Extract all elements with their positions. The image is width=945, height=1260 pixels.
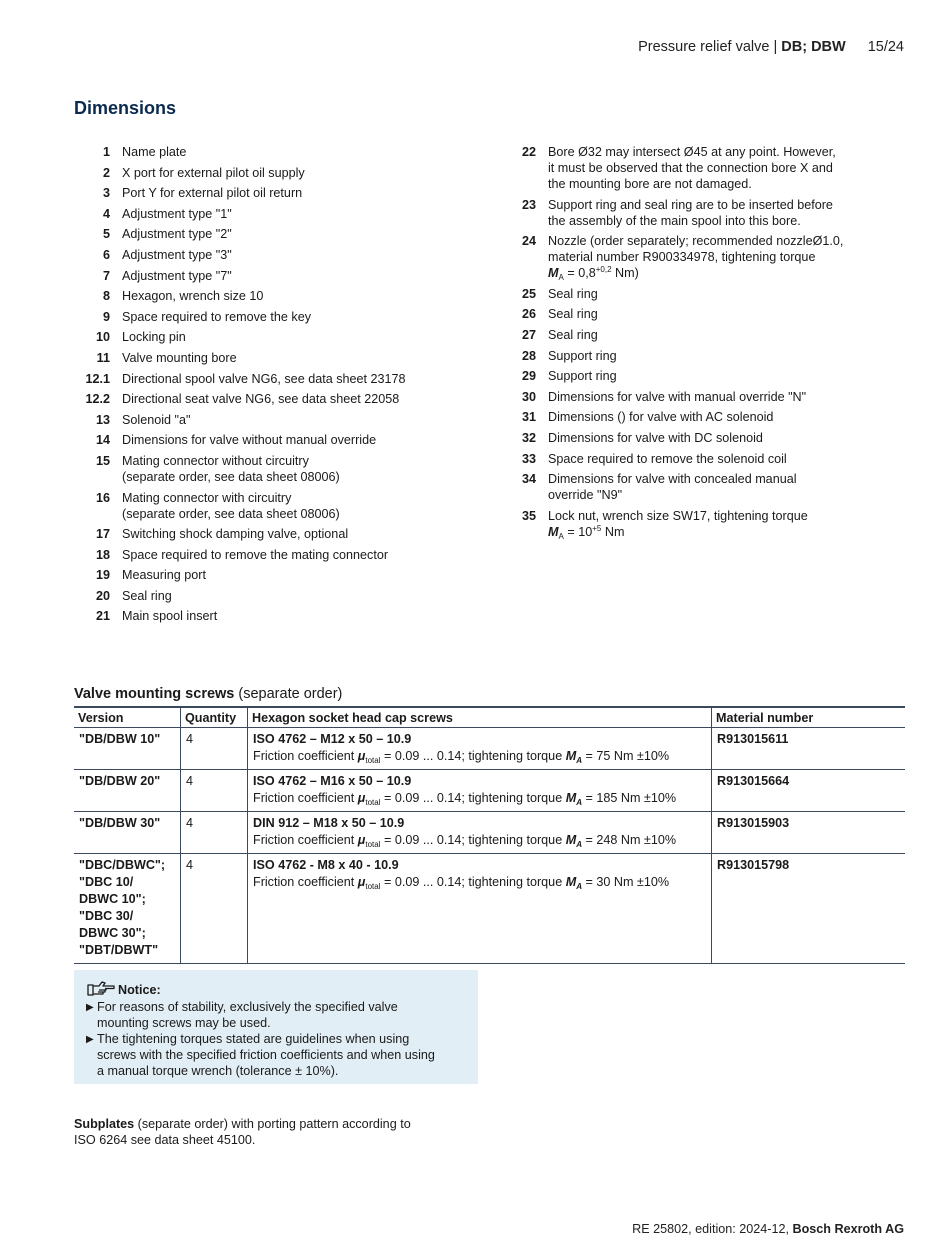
torque-unit: Nm xyxy=(601,524,625,539)
legend-num: 18 xyxy=(95,547,110,562)
version-line: "DBT/DBWT" xyxy=(79,943,159,957)
legend-text xyxy=(122,309,474,325)
legend-line: Adjustment type "1" xyxy=(122,206,232,221)
legend-item xyxy=(74,247,474,263)
legend-text xyxy=(548,197,870,229)
torque-symbol: M xyxy=(565,791,577,805)
table-row xyxy=(74,728,905,770)
legend-line: Switching shock damping valve, optional xyxy=(122,527,349,542)
notice-bullet xyxy=(86,999,466,1031)
legend-num: 33 xyxy=(521,451,536,466)
material-cell: R913015664 xyxy=(712,770,906,812)
legend-item xyxy=(74,453,474,485)
quantity-cell: 4 xyxy=(181,770,248,812)
legend-num: 19 xyxy=(95,568,110,583)
legend-item xyxy=(500,368,870,384)
page-number: 15/24 xyxy=(867,39,904,55)
subplates-note xyxy=(74,1116,411,1148)
legend-text xyxy=(122,350,474,366)
legend-num: 17 xyxy=(95,527,110,542)
legend-num: 8 xyxy=(102,289,110,304)
table-row xyxy=(74,854,905,964)
legend-line: Seal ring xyxy=(548,307,598,322)
legend-right xyxy=(500,144,870,544)
legend-line: Support ring and seal ring are to be inserted before xyxy=(548,197,833,212)
subplates-rest: (separate order) with porting pattern according to xyxy=(134,1117,411,1131)
legend-line: Directional seat valve NG6, see data sheet 22058 xyxy=(122,392,400,407)
legend-line: Valve mounting bore xyxy=(122,350,237,365)
legend-item xyxy=(74,588,474,604)
legend-num: 5 xyxy=(102,227,110,242)
legend-num: 7 xyxy=(102,268,110,283)
torque-symbol: M xyxy=(565,875,577,889)
legend-text xyxy=(548,327,870,343)
column-header-material: Material number xyxy=(712,707,906,728)
legend-text xyxy=(122,288,474,304)
table-header-row xyxy=(74,707,905,728)
legend-text xyxy=(548,508,870,540)
legend-item xyxy=(74,206,474,222)
legend-item xyxy=(74,371,474,387)
legend-line: the assembly of the main spool into this bore. xyxy=(548,213,801,228)
page-header xyxy=(638,39,904,55)
legend-num: 23 xyxy=(521,197,536,212)
mu-symbol: μ xyxy=(357,875,366,889)
legend-num: 35 xyxy=(521,508,536,523)
legend-text xyxy=(548,233,870,281)
friction-label: Friction coefficient xyxy=(253,875,358,889)
torque-unit: Nm) xyxy=(611,266,639,281)
legend-item xyxy=(500,471,870,503)
legend-line: Support ring xyxy=(548,348,617,363)
subplates-line: ISO 6264 see data sheet 45100. xyxy=(74,1133,256,1147)
legend-item xyxy=(74,608,474,624)
legend-num: 6 xyxy=(102,247,110,262)
legend-item xyxy=(74,226,474,242)
bullet-text xyxy=(97,1031,435,1079)
legend-left xyxy=(74,144,474,629)
torque-value: = 75 Nm ±10% xyxy=(581,749,670,763)
legend-text xyxy=(122,247,474,263)
legend-text xyxy=(548,389,870,405)
legend-num: 34 xyxy=(521,472,536,487)
screws-title xyxy=(74,686,342,702)
torque-value: = 248 Nm ±10% xyxy=(581,833,677,847)
legend-text xyxy=(548,144,870,192)
legend-item xyxy=(500,389,870,405)
notice-bullet xyxy=(86,1031,466,1079)
legend-item xyxy=(74,329,474,345)
legend-text xyxy=(548,286,870,302)
legend-text xyxy=(122,412,474,428)
torque-subscript: A xyxy=(576,882,582,891)
friction-range: = 0.09 ... 0.14; tightening torque xyxy=(380,791,566,805)
legend-num: 3 xyxy=(102,186,110,201)
torque-subscript: A xyxy=(576,756,582,765)
version-line: "DBC/DBWC"; xyxy=(79,858,166,872)
bullet-line: For reasons of stability, exclusively the specified valve xyxy=(97,1000,398,1014)
legend-num: 12.1 xyxy=(85,371,110,386)
legend-item xyxy=(500,233,870,281)
legend-num: 21 xyxy=(95,609,110,624)
legend-line: Directional spool valve NG6, see data sheet 23178 xyxy=(122,371,406,386)
legend-line: Lock nut, wrench size SW17, tightening torque xyxy=(548,508,808,523)
legend-line: it must be observed that the connection bore X and xyxy=(548,161,833,175)
material-cell: R913015903 xyxy=(712,812,906,854)
legend-text xyxy=(122,432,474,448)
screw-cell xyxy=(248,728,712,770)
section-title: Dimensions xyxy=(74,98,177,118)
legend-text xyxy=(548,430,870,446)
legend-item xyxy=(74,547,474,563)
legend-text xyxy=(548,451,870,467)
legend-line: (separate order, see data sheet 08006) xyxy=(122,469,340,484)
bullet-line: The tightening torques stated are guidelines when using xyxy=(97,1032,410,1046)
bullet-text xyxy=(97,999,398,1031)
legend-item xyxy=(74,350,474,366)
version-line: "DBC 10/ xyxy=(79,875,134,889)
legend-line: Locking pin xyxy=(122,330,186,345)
torque-value: = 10 xyxy=(563,524,593,539)
mu-symbol: μ xyxy=(357,791,366,805)
torque-line xyxy=(548,524,870,540)
legend-line: Solenoid "a" xyxy=(122,412,191,427)
legend-num: 14 xyxy=(95,433,110,448)
legend-line: Mating connector without circuitry xyxy=(122,453,309,468)
legend-num: 25 xyxy=(521,286,536,301)
legend-line: Dimensions for valve with DC solenoid xyxy=(548,430,763,445)
legend-text xyxy=(548,306,870,322)
legend-item xyxy=(74,391,474,407)
legend-line: Space required to remove the mating connector xyxy=(122,547,389,562)
legend-item xyxy=(500,327,870,343)
friction-line xyxy=(253,790,706,807)
friction-range: = 0.09 ... 0.14; tightening torque xyxy=(380,749,566,763)
bullet-line: a manual torque wrench (tolerance ± 10%). xyxy=(97,1064,339,1078)
legend-num: 4 xyxy=(102,206,110,221)
material-cell: R913015798 xyxy=(712,854,906,964)
screw-spec: ISO 4762 - M8 x 40 - 10.9 xyxy=(253,858,399,872)
torque-value: = 185 Nm ±10% xyxy=(581,791,677,805)
version-cell xyxy=(74,728,181,770)
screw-cell xyxy=(248,770,712,812)
legend-text xyxy=(122,608,474,624)
legend-line: Adjustment type "2" xyxy=(122,227,232,242)
legend-line: Nozzle (order separately; recommended nozzleØ1.0, xyxy=(548,234,844,249)
legend-num: 10 xyxy=(95,330,110,345)
legend-text xyxy=(122,453,474,485)
legend-line: Support ring xyxy=(548,369,617,384)
bullet-line: screws with the specified friction coefficients and when using xyxy=(97,1048,435,1062)
legend-item xyxy=(74,526,474,542)
footer-text: RE 25802, edition: 2024-12, xyxy=(632,1222,793,1236)
mu-symbol: μ xyxy=(357,833,366,847)
torque-value: = 30 Nm ±10% xyxy=(581,875,670,889)
legend-text xyxy=(122,371,474,387)
header-title: Pressure relief valve xyxy=(638,39,770,55)
legend-line: material number R900334978, tightening torque xyxy=(548,250,816,265)
legend-num: 20 xyxy=(95,588,110,603)
friction-label: Friction coefficient xyxy=(253,749,358,763)
version-line: DBWC 10"; xyxy=(79,892,146,906)
screw-spec: ISO 4762 – M12 x 50 – 10.9 xyxy=(253,732,412,746)
version-cell xyxy=(74,854,181,964)
legend-item xyxy=(500,430,870,446)
legend-item xyxy=(74,288,474,304)
friction-line xyxy=(253,748,706,765)
legend-item xyxy=(500,286,870,302)
friction-label: Friction coefficient xyxy=(253,833,358,847)
quantity-cell: 4 xyxy=(181,854,248,964)
torque-value: = 0,8 xyxy=(563,266,596,281)
table-row xyxy=(74,812,905,854)
legend-line: Dimensions for valve without manual override xyxy=(122,433,377,448)
legend-text xyxy=(122,268,474,284)
torque-line xyxy=(548,265,870,281)
legend-line: Mating connector with circuitry xyxy=(122,490,292,505)
legend-line: override "N9" xyxy=(548,488,623,503)
torque-subscript: A xyxy=(576,840,582,849)
footer-company: Bosch Rexroth AG xyxy=(792,1222,904,1236)
legend-text xyxy=(548,348,870,364)
notice-box xyxy=(74,970,478,1084)
column-header-version: Version xyxy=(74,707,181,728)
legend-num: 31 xyxy=(521,410,536,425)
legend-num: 24 xyxy=(521,234,536,249)
version-line: "DBC 30/ xyxy=(79,909,134,923)
torque-symbol: M xyxy=(565,749,577,763)
legend-line: Bore Ø32 may intersect Ø45 at any point. However, xyxy=(548,145,836,159)
legend-text xyxy=(122,206,474,222)
legend-line: Dimensions () for valve with AC solenoid xyxy=(548,410,774,425)
header-separator: | xyxy=(769,39,782,55)
screws-title-rest: (separate order) xyxy=(234,686,343,702)
legend-item xyxy=(500,306,870,322)
table-row xyxy=(74,770,905,812)
legend-num: 28 xyxy=(521,348,536,363)
quantity-cell: 4 xyxy=(181,728,248,770)
screw-cell xyxy=(248,812,712,854)
version-line: "DB/DBW 20" xyxy=(79,774,161,788)
legend-num: 32 xyxy=(521,430,536,445)
legend-line: Measuring port xyxy=(122,568,206,583)
torque-tolerance: +0,2 xyxy=(595,265,612,275)
page-footer xyxy=(632,1222,904,1236)
legend-num: 22 xyxy=(521,145,536,159)
legend-item xyxy=(74,144,474,160)
header-model: DB; DBW xyxy=(781,39,846,55)
version-line: "DB/DBW 10" xyxy=(79,732,161,746)
torque-subscript: A xyxy=(576,798,582,807)
version-cell xyxy=(74,770,181,812)
version-line: "DB/DBW 30" xyxy=(79,816,161,830)
notice-title: Notice: xyxy=(118,983,161,997)
torque-tolerance: +5 xyxy=(592,523,602,533)
legend-text xyxy=(548,368,870,384)
legend-item xyxy=(500,348,870,364)
friction-label: Friction coefficient xyxy=(253,791,358,805)
legend-text xyxy=(122,490,474,522)
legend-line: (separate order, see data sheet 08006) xyxy=(122,506,340,521)
legend-text xyxy=(122,547,474,563)
friction-line xyxy=(253,874,706,891)
mu-subscript: total xyxy=(365,840,381,849)
screws-table xyxy=(74,706,905,964)
screw-cell xyxy=(248,854,712,964)
friction-range: = 0.09 ... 0.14; tightening torque xyxy=(380,875,566,889)
legend-line: Hexagon, wrench size 10 xyxy=(122,289,264,304)
legend-line: the mounting bore are not damaged. xyxy=(548,177,752,191)
screws-title-bold: Valve mounting screws xyxy=(74,686,235,702)
material-cell: R913015611 xyxy=(712,728,906,770)
torque-symbol: M xyxy=(548,266,559,281)
legend-num: 15 xyxy=(95,453,110,468)
legend-item xyxy=(500,409,870,425)
legend-line: Seal ring xyxy=(122,588,172,603)
legend-line: Space required to remove the key xyxy=(122,309,312,324)
mu-subscript: total xyxy=(365,882,381,891)
friction-range: = 0.09 ... 0.14; tightening torque xyxy=(380,833,566,847)
legend-item xyxy=(74,432,474,448)
legend-text xyxy=(548,409,870,425)
legend-num: 2 xyxy=(102,165,110,180)
legend-text xyxy=(122,144,474,160)
bullet-triangle-icon: ▶ xyxy=(86,1034,94,1045)
legend-line: Space required to remove the solenoid coil xyxy=(548,451,787,466)
legend-num: 13 xyxy=(95,412,110,427)
legend-text xyxy=(122,391,474,407)
legend-num: 27 xyxy=(521,327,536,342)
friction-line xyxy=(253,832,706,849)
legend-item xyxy=(74,309,474,325)
quantity-cell: 4 xyxy=(181,812,248,854)
legend-num: 16 xyxy=(95,490,110,505)
legend-line: Adjustment type "3" xyxy=(122,247,232,262)
subplates-bold: Subplates xyxy=(74,1117,135,1131)
bullet-triangle-icon: ▶ xyxy=(86,1002,94,1013)
legend-line: Dimensions for valve with manual override "N" xyxy=(548,389,807,404)
legend-text xyxy=(122,185,474,201)
mu-subscript: total xyxy=(365,756,381,765)
legend-line: Port Y for external pilot oil return xyxy=(122,186,303,201)
subplates-line xyxy=(74,1116,411,1132)
legend-line: Seal ring xyxy=(548,327,598,342)
mu-symbol: μ xyxy=(357,749,366,763)
screw-spec: ISO 4762 – M16 x 50 – 10.9 xyxy=(253,774,412,788)
bullet-line: mounting screws may be used. xyxy=(97,1016,271,1030)
mu-subscript: total xyxy=(365,798,381,807)
legend-num: 26 xyxy=(521,307,536,322)
torque-subscript: A xyxy=(558,531,564,541)
legend-text xyxy=(122,165,474,181)
legend-item xyxy=(500,197,870,229)
legend-text xyxy=(122,567,474,583)
legend-text xyxy=(122,526,474,542)
legend-line: Name plate xyxy=(122,145,187,159)
screw-spec: DIN 912 – M18 x 50 – 10.9 xyxy=(253,816,405,830)
pointing-hand-icon xyxy=(86,980,116,998)
legend-text xyxy=(122,588,474,604)
legend-item xyxy=(74,268,474,284)
legend-num: 29 xyxy=(521,369,536,384)
column-header-quantity: Quantity xyxy=(181,707,248,728)
torque-subscript: A xyxy=(558,273,564,283)
torque-symbol: M xyxy=(565,833,577,847)
legend-item xyxy=(500,144,870,192)
legend-text xyxy=(122,329,474,345)
version-cell xyxy=(74,812,181,854)
legend-num: 30 xyxy=(521,389,536,404)
notice-header xyxy=(86,980,466,998)
legend-line: Main spool insert xyxy=(122,609,218,624)
legend-item xyxy=(74,490,474,522)
legend-item xyxy=(74,185,474,201)
legend-line: Dimensions for valve with concealed manual xyxy=(548,472,797,487)
legend-num: 12.2 xyxy=(85,392,110,407)
version-line: DBWC 30"; xyxy=(79,926,146,940)
legend-num: 1 xyxy=(102,145,110,159)
legend-item xyxy=(500,451,870,467)
legend-item xyxy=(74,412,474,428)
legend-line: X port for external pilot oil supply xyxy=(122,165,305,180)
legend-line: Seal ring xyxy=(548,286,598,301)
legend-num: 9 xyxy=(102,309,110,324)
legend-text xyxy=(122,226,474,242)
legend-item xyxy=(500,508,870,540)
column-header-screws: Hexagon socket head cap screws xyxy=(248,707,712,728)
torque-symbol: M xyxy=(548,524,559,539)
legend-line: Adjustment type "7" xyxy=(122,268,232,283)
legend-item xyxy=(74,567,474,583)
legend-num: 11 xyxy=(96,350,110,365)
legend-item xyxy=(74,165,474,181)
legend-text xyxy=(548,471,870,503)
